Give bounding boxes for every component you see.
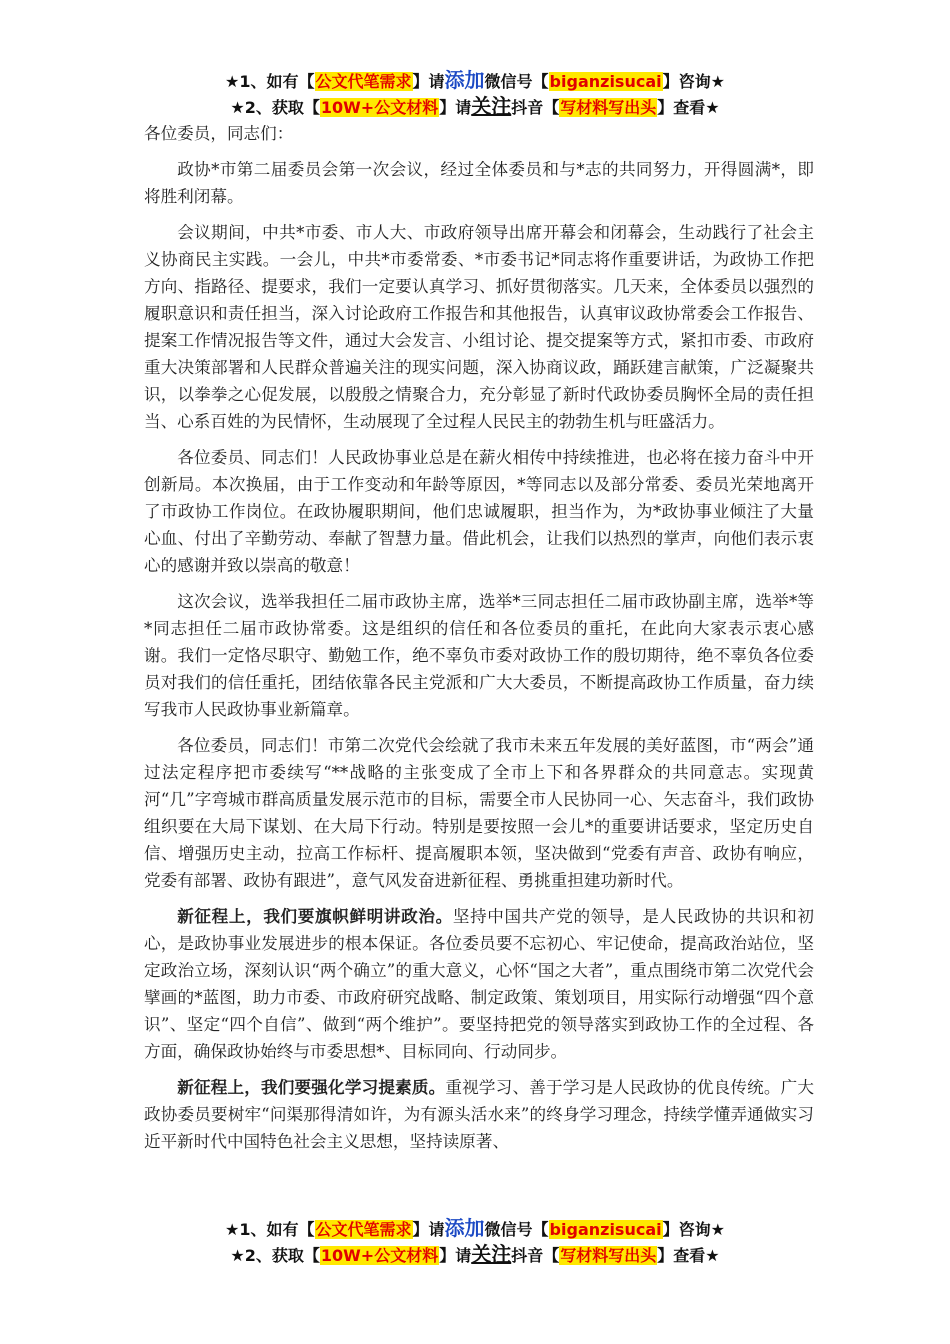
highlight-materials: 10W+公文材料 — [320, 98, 439, 117]
banner-line-2: ★2、获取【10W+公文材料】请关注抖音【写材料写出头】查看★ — [230, 1242, 720, 1266]
highlight-douyin-account: 写材料写出头 — [560, 98, 657, 117]
banner-line-1: ★1、如有【公文代笔需求】请添加微信号【biganzisucai】咨询★ — [225, 68, 725, 92]
star-icon: ★ — [225, 72, 240, 91]
paragraph: 会议期间，中共*市委、市人大、市政府领导出席开幕会和闭幕会，生动践行了社会主义协商民主实践。一会儿，中共*市委常委、*市委书记*同志将作重要讲话，为政协工作把方向、指路径、提要求，我们一定要认真学习、抓好贯彻落实。几天来，全体委员以强烈的履职意识和责任担当，深入讨论政府工作报告和其他报告，认真审议政协常委会工作报告、提案工作情况报告等文件，通过大会发言、小组讨论、提交提案等方式，紧扣市委、市政府重大决策部署和人民群众普遍关注的现实问题，深入协商议政，踊跃建言献策，广泛凝聚共识，以拳拳之心促发展，以殷殷之情聚合力，充分彰显了新时代政协委员胸怀全局的责任担当、心系百姓的为民情怀，生动展现了全过程人民民主的勃勃生机与旺盛活力。 — [144, 223, 814, 431]
paragraph: 各位委员，同志们！市第二次党代会绘就了我市未来五年发展的美好蓝图，市“两会”通过法定程序把市委续写“**战略的主张变成了全市上下和各界群众的共同意志。实现黄河“几”字弯城市群高质量发展示范市的目标，需要全市人民协同一心、矢志奋斗，我们政协组织要在大局下谋划、在大局下行动。特别是要按照一会儿*的重要讲话要求，坚定历史自信、增强历史主动，拉高工作标杆、提高履职本领，坚决做到“党委有声音、政协有响应，党委有部署、政协有跟进”，意气风发奋进新征程、勇挑重担建功新时代。 — [144, 736, 814, 890]
promo-banner-top — [0, 68, 950, 120]
emphasis-follow: 关注 — [471, 94, 512, 118]
highlight-wechat-id: biganzisucai — [549, 1220, 662, 1239]
paragraph: 政协*市第二届委员会第一次会议，经过全体委员和与*志的共同努力，开得圆满*，即将胜利闭幕。 — [144, 160, 814, 206]
document-body — [144, 120, 814, 1155]
star-icon: ★ — [710, 72, 725, 91]
highlight-douyin-account: 写材料写出头 — [560, 1246, 657, 1265]
promo-banner-bottom — [0, 1216, 950, 1268]
star-icon: ★ — [230, 1246, 245, 1265]
star-icon: ★ — [710, 1220, 725, 1239]
emphasis-add: 添加 — [444, 1216, 485, 1240]
salutation: 各位委员，同志们： — [144, 124, 294, 143]
highlight-wechat-id: biganzisucai — [549, 72, 662, 91]
star-icon: ★ — [230, 98, 245, 117]
banner-line-1: ★1、如有【公文代笔需求】请添加微信号【biganzisucai】咨询★ — [225, 1216, 725, 1240]
highlight-materials: 10W+公文材料 — [320, 1246, 439, 1265]
banner-line-2: ★2、获取【10W+公文材料】请关注抖音【写材料写出头】查看★ — [230, 94, 720, 118]
star-icon: ★ — [225, 1220, 240, 1239]
paragraph-lead: 新征程上，我们要旗帜鲜明讲政治。 — [177, 906, 453, 926]
paragraph: 新征程上，我们要旗帜鲜明讲政治。坚持中国共产党的领导，是人民政协的共识和初心，是政协事业发展进步的根本保证。各位委员要不忘初心、牢记使命，提高政治站位，坚定政治立场，深刻认识“两个确立”的重大意义，心怀“国之大者”，重点围绕市第二次党代会擘画的*蓝图，助力市委、市政府研究战略、制定政策、策划项目，用实际行动增强“四个意识”、坚定“四个自信”、做到“两个维护”。要坚持把党的领导落实到政协工作的全过程、各方面，确保政协始终与市委思想*、目标同向、行动同步。 — [144, 906, 815, 1061]
emphasis-follow: 关注 — [471, 1242, 512, 1266]
paragraph: 新征程上，我们要强化学习提素质。重视学习、善于学习是人民政协的优良传统。广大政协委员要树牢“问渠那得清如许，为有源头活水来”的终身学习理念，持续学懂弄通做实习近平新时代中国特色社会主义思想，坚持读原著、 — [144, 1077, 814, 1151]
emphasis-add: 添加 — [444, 68, 485, 92]
star-icon: ★ — [705, 1246, 720, 1265]
paragraph-lead: 新征程上，我们要强化学习提素质。 — [177, 1077, 446, 1097]
highlight-writing-service: 公文代笔需求 — [315, 1220, 412, 1239]
paragraph: 各位委员、同志们！人民政协事业总是在薪火相传中持续推进，也必将在接力奋斗中开创新局。本次换届，由于工作变动和年龄等原因，*等同志以及部分常委、委员光荣地离开了市政协工作岗位。在政协履职期间，他们忠诚履职，担当作为，为*政协事业倾注了大量心血、付出了辛勤劳动、奉献了智慧力量。借此机会，让我们以热烈的掌声，向他们表示衷心的感谢并致以崇高的敬意！ — [144, 448, 814, 575]
star-icon: ★ — [705, 98, 720, 117]
highlight-writing-service: 公文代笔需求 — [315, 72, 412, 91]
paragraph: 这次会议，选举我担任二届市政协主席，选举*三同志担任二届市政协副主席，选举*等*同志担任二届市政协常委。这是组织的信任和各位委员的重托，在此向大家表示衷心感谢。我们一定恪尽职守、勤勉工作，绝不辜负市委对政协工作的殷切期待，绝不辜负各位委员对我们的信任重托，团结依靠各民主党派和广大大委员，不断提高政协工作质量，奋力续写我市人民政协事业新篇章。 — [144, 592, 814, 719]
